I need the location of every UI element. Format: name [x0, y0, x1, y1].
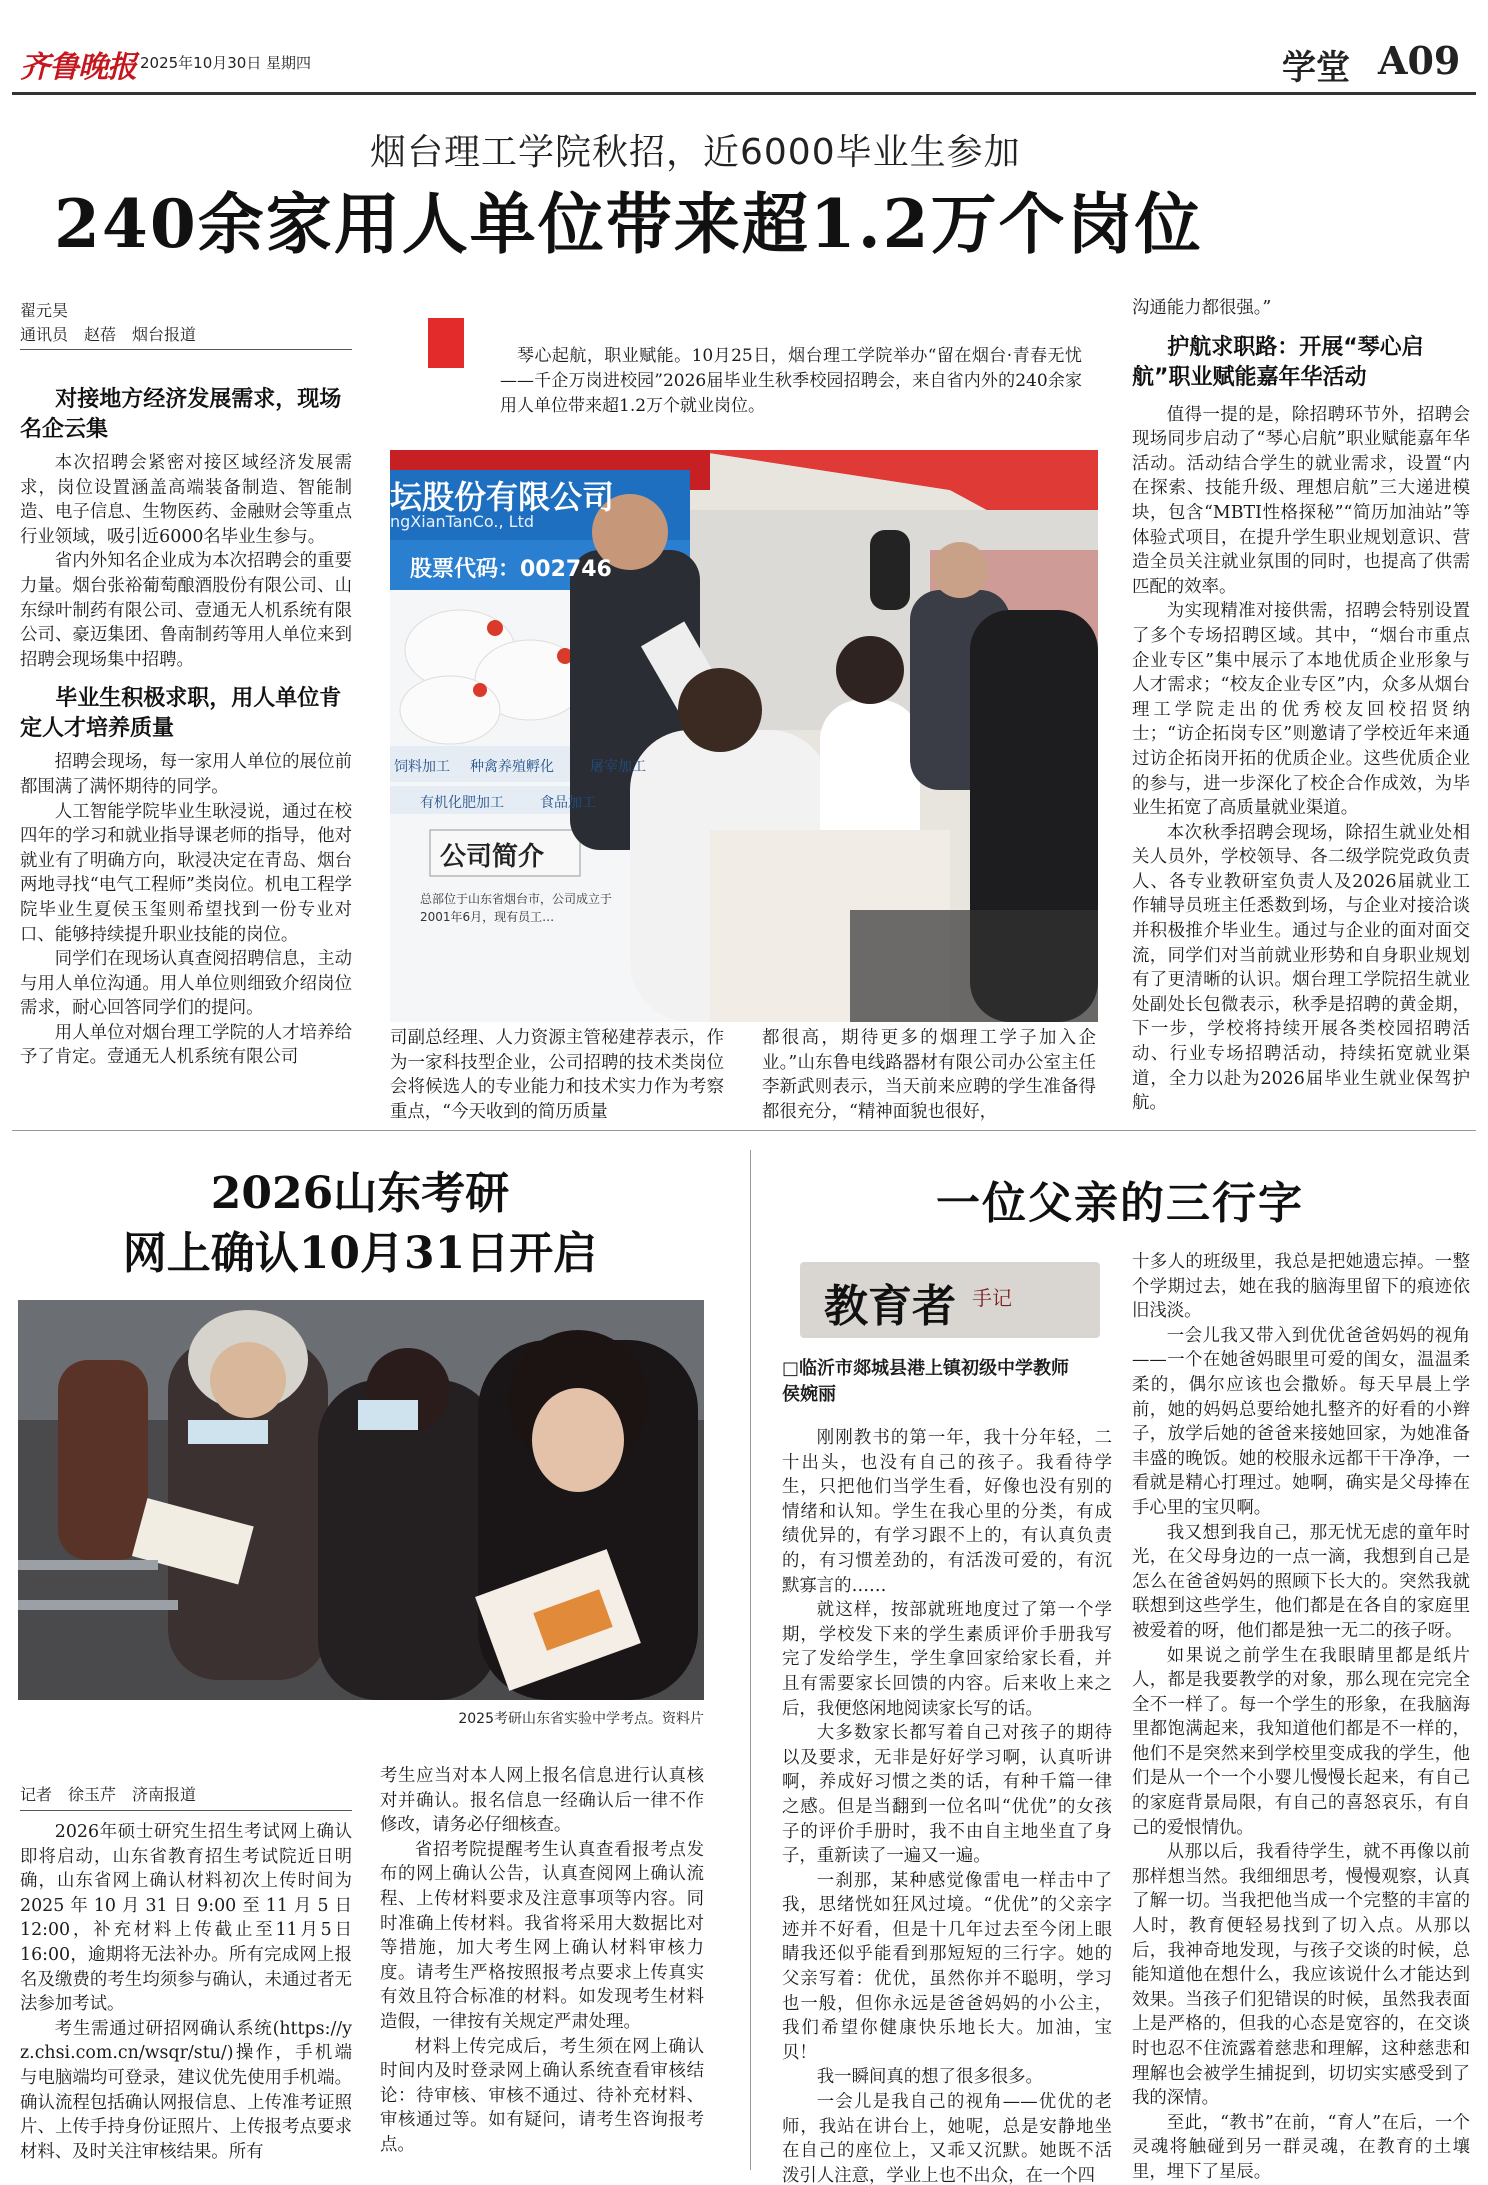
sign-company-name: 坛股份有限公司	[390, 478, 615, 516]
kaoyan-column-2	[380, 1764, 704, 2158]
kaoyan-headline-2: 网上确认10月31日开启	[122, 1228, 598, 1279]
sign-tag: 屠宰加工	[590, 759, 646, 775]
column-badge-sub: 手记	[972, 1286, 1012, 1310]
masthead-rule	[12, 92, 1476, 95]
sign-intro-text: 总部位于山东省烟台市，公司成立于2001年6月，现有员工…	[420, 892, 613, 924]
lead-column-2: 司副总经理、人力资源主管秘建荐表示，作为一家科技型企业，公司招聘的技术类岗位会将候选人的专业能力和技术实力作为考察重点，“今天收到的简历质量	[390, 1028, 724, 1122]
lead-paragraph: 同学们在现场认真查阅招聘信息，主动与用人单位沟通。用人单位则细致介绍岗位需求，耐心回答同学们的提问。	[20, 949, 352, 1019]
essay-paragraph: 十多人的班级里，我总是把她遗忘掉。一整个学期过去，她在我的脑海里留下的痕迹依旧浅淡。	[1132, 1252, 1470, 1322]
essay-author-line-1: □临沂市郯城县港上镇初级中学教师	[782, 1358, 1070, 1379]
lead-column-4	[1132, 296, 1470, 1116]
lead-paragraph: 本次招聘会紧密对接区域经济发展需求，岗位设置涵盖高端装备制造、智能制造、电子信息、生物医药、金融财会等重点行业领域，吸引近6000名毕业生参与。	[20, 453, 352, 547]
sign-tag: 饲料加工	[394, 759, 450, 775]
kaoyan-byline: 记者 徐玉芹 济南报道	[20, 1785, 197, 1804]
column-badge	[800, 1262, 1100, 1338]
lead-paragraph: 本次秋季招聘会现场，除招生就业处相关人员外，学校领导、各二级学院党政负责人、各专业教研室负责人及2026届就业工作辅导员班主任悉数到场，与企业对接洽谈并积极推介毕业生。通过与企业的面对面交流，同学们对当前就业形势和自身职业规划有了更清晰的认识。烟台理工学院招生就业处副处长包微表示，秋季是招聘的黄金期，下一步，学校将持续开展各类校园招聘活动、行业专场招聘活动，持续拓宽就业渠道，全力以赴为2026届毕业生就业保驾护航。	[1132, 822, 1470, 1114]
kaoyan-paragraph: 2026年硕士研究生招生考试网上确认即将启动，山东省教育招生考试院近日明确，山东省网上确认材料初次上传时间为2025年10月31日9:00至11月5日12:00，补充材料上传截止至11月5日16:00，逾期将无法补办。所有完成网上报名及缴费的考生均须参与确认，未通过者无法参加考试。	[20, 1822, 352, 2015]
lead-paragraph: 招聘会现场，每一家用人单位的展位前都围满了满怀期待的同学。	[20, 752, 352, 797]
sign-intro-title: 公司简介	[440, 842, 545, 872]
issue-weekday: 星期四	[266, 54, 312, 72]
essay-title: 一位父亲的三行字	[936, 1178, 1304, 1229]
caption-marker-icon	[428, 318, 464, 368]
kaoyan-paragraph: 省招考院提醒考生认真查看报考点发布的网上确认公告，认真查阅网上确认流程、上传材料要求及注意事项等内容。同时准确上传材料。我省将采用大数据比对等措施，加大考生网上确认材料审核力度。请考生严格按照报考点要求上传真实有效且符合标准的材料。如发现考生材料造假，一律按有关规定严肃处理。	[380, 1839, 704, 2032]
sign-stock-code: 股票代码：002746	[410, 557, 612, 582]
lead-column-1	[20, 385, 352, 1070]
lead-paragraph: 为实现精准对接供需，招聘会特别设置了多个专场招聘区域。其中，“烟台市重点企业专区”集中展示了本地优质企业形象与人才需求；“校友企业专区”内，众多从烟台理工学院走出的优秀校友回校招贤纳士；“访企拓岗专区”则邀请了学校近年来通过访企拓岗开拓的优质企业。这些优质企业的参与，进一步深化了校企合作成效，为毕业生拓宽了高质量就业渠道。	[1132, 601, 1470, 819]
exam-students-photo-art	[18, 1300, 704, 1700]
column-badge-main: 教育者	[824, 1281, 956, 1332]
lead-paragraph: 人工智能学院毕业生耿浸说，通过在校四年的学习和就业指导课老师的指导，他对就业有了明确方向，耿浸决定在青岛、烟台两地寻找“电气工程师”类岗位。机电工程学院毕业生夏侯玉玺则希望找到一份专业对口、能够持续提升职业技能的岗位。	[20, 801, 352, 945]
lead-headline: 240余家用人单位带来超1.2万个岗位	[54, 185, 1203, 263]
kaoyan-paragraph: 材料上传完成后，考生须在网上确认时间内及时登录网上确认系统查看审核结论：待审核、审核不通过、待补充材料、审核通过等。如有疑问，请考生咨询报考点。	[380, 2036, 704, 2155]
essay-column-a	[782, 1426, 1112, 2185]
lead-paragraph: 用人单位对烟台理工学院的人才培养给予了肯定。壹通无人机系统有限公司	[20, 1022, 352, 1068]
essay-paragraph: 从那以后，我看待学生，就不再像以前那样想当然。我细细思考，慢慢观察，认真了解一切。当我把他当成一个完整的丰富的人时，教育便轻易找到了切入点。从那以后，我神奇地发现，与孩子交谈的时候，总能知道他在想什么，我应该说什么才能达到效果。当孩子们犯错误的时候，虽然我表面上是严格的，但我的心态是宽容的，在交谈时也忍不住流露着慈悲和理解，这种慈悲和理解也会被学生捕捉到，切切实实感受到了我的深情。	[1132, 1842, 1470, 2109]
essay-paragraph: 至此，“教书”在前，“育人”在后，一个灵魂将触碰到另一群灵魂，在教育的土壤里，埋下了星辰。	[1132, 2112, 1470, 2182]
essay-author	[782, 1356, 1112, 1408]
essay-paragraph: 一会儿我又带入到优优爸爸妈妈的视角——一个在她爸妈眼里可爱的闺女，温温柔柔的，偶尔应该也会撒娇。每天早晨上学前，她的妈妈总要给她扎整齐的好看的小辫子，放学后她的爸爸来接她回家，为她准备丰盛的晚饭。她的校服永远都干干净净，一看就是精心打理过。她啊，确实是父母捧在手心里的宝贝啊。	[1132, 1325, 1470, 1518]
byline-rule	[20, 349, 352, 350]
sign-tag: 有机化肥加工	[420, 795, 504, 811]
lead-subhead-1: 对接地方经济发展需求，现场名企云集	[20, 387, 342, 442]
essay-paragraph: 一刹那，某种感觉像雷电一样击中了我，思绪恍如狂风过境。“优优”的父亲字迹并不好看，但是十几年过去至今闭上眼睛我还似乎能看到那短短的三行字。她的父亲写着：优优，虽然你并不聪明，学习也一般，但你永远是爸爸妈妈的小公主，我们希望你健康快乐地长大。加油，宝贝！	[782, 1870, 1112, 2063]
kaoyan-photo-caption: 2025考研山东省实验中学考点。资料片	[458, 1711, 704, 1727]
lead-author: 翟元昊	[20, 301, 69, 320]
lead-paragraph: 省内外知名企业成为本次招聘会的重要力量。烟台张裕葡萄酿酒股份有限公司、山东绿叶制药有限公司、壹通无人机系统有限公司、豪迈集团、鲁南制药等用人单位来到招聘会现场集中招聘。	[20, 551, 352, 670]
lead-column-4-top: 沟通能力都很强。”	[1132, 298, 1272, 318]
kaoyan-column-1	[20, 1820, 352, 2164]
essay-paragraph: 如果说之前学生在我眼睛里都是纸片人，都是我要教学的对象，那么现在完完全全不一样了。每一个学生的形象，在我脑海里都饱满起来，我知道他们都是不一样的，他们不是突然来到学校里变成我的学生，他们是从一个一个小婴儿慢慢长起来，有自己的家庭背景局限，有自己的喜怒哀乐，有自己的爱恨情仇。	[1132, 1645, 1470, 1838]
essay-paragraph: 大多数家长都写着自己对孩子的期待以及要求，无非是好好学习啊，认真听讲啊，养成好习惯之类的话，有种千篇一律之感。但是当翻到一位名叫“优优”的女孩子的评价手册时，我不由自主地坐直了身子，重新读了一遍又一遍。	[782, 1723, 1112, 1867]
lead-subhead-2: 毕业生积极求职，用人单位肯定人才培养质量	[20, 686, 342, 742]
section-divider	[12, 1130, 1476, 1131]
kaoyan-paragraph: 考生需通过研招网确认系统(https://yz.chsi.com.cn/wsqr/stu/)操作，手机端与电脑端均可登录，建议优先使用手机端。确认流程包括确认网报信息、上传准考证照片、上传手持身份证照片、上传报考点要求材料、及时关注审核结果。所有	[20, 2018, 352, 2162]
lead-kicker: 烟台理工学院秋招，近6000毕业生参加	[370, 132, 1021, 173]
page-number: A09	[1378, 38, 1461, 83]
job-fair-photo	[390, 450, 1098, 1022]
job-fair-photo-art	[390, 450, 1098, 1022]
kaoyan-byline-rule	[20, 1810, 352, 1811]
masthead	[0, 0, 1488, 100]
column-divider	[750, 1150, 751, 2170]
sign-company-en: ngXianTanCo., Ltd	[390, 512, 534, 531]
sign-tag: 食品加工	[540, 795, 596, 811]
lead-photo-caption: 琴心起航，职业赋能。10月25日，烟台理工学院举办“留在烟台·青春无忧——千企万岗进校园”2026届毕业生秋季校园招聘会，来自省内外的240余家用人单位带来超1.2万个就业岗位。	[500, 346, 1082, 416]
exam-students-photo	[18, 1300, 704, 1700]
section-name: 学堂	[1282, 48, 1350, 88]
lead-column-3: 都很高，期待更多的烟理工学子加入企业。”山东鲁电线路器材有限公司办公室主任李新武则表示，当天前来应聘的学生准备得都很充分，“精神面貌也很好，	[762, 1028, 1096, 1122]
essay-paragraph: 就这样，按部就班地度过了第一个学期，学校发下来的学生素质评价手册我写完了发给学生，学生拿回家给家长看，并且有需要家长回馈的内容。后来收上来之后，我便悠闲地阅读家长写的话。	[782, 1600, 1112, 1719]
newspaper-logo: 齐鲁晚报	[20, 50, 136, 85]
essay-paragraph: 我又想到我自己，那无忧无虑的童年时光，在父母身边的一点一滴，我想到自己是怎么在爸爸妈妈的照顾下长大的。突然我就联想到这些学生，他们都是在各自的家庭里被爱着的呀，他们都是独一无二的孩子呀。	[1132, 1522, 1470, 1641]
essay-paragraph: 刚刚教书的第一年，我十分年轻，二十出头，也没有自己的孩子。我看待学生，只把他们当学生看，好像也没有别的情绪和认知。学生在我心里的分类，有成绩优异的，有学习跟不上的，有认真负责的，有习惯差劲的，有活泼可爱的，有沉默寡言的……	[782, 1428, 1112, 1596]
lead-subhead-3: 护航求职路：开展“琴心启航”职业赋能嘉年华活动	[1132, 334, 1424, 390]
kaoyan-paragraph: 考生应当对本人网上报名信息进行认真核对并确认。报名信息一经确认后一律不作修改，请务必仔细核查。	[380, 1766, 704, 1836]
issue-date: 2025年10月30日	[140, 54, 262, 72]
kaoyan-headline-1: 2026山东考研	[210, 1168, 510, 1219]
essay-paragraph: 我一瞬间真的想了很多很多。	[816, 2067, 1043, 2088]
sign-tag: 种禽养殖孵化	[470, 759, 554, 775]
lead-paragraph: 值得一提的是，除招聘环节外，招聘会现场同步启动了“琴心启航”职业赋能嘉年华活动。活动结合学生的就业需求，设置“内在探索、技能升级、理想启航”三大递进模块，包含“MBTI性格探秘”“简历加油站”等体验式项目，在提升学生职业规划意识、营造全员关注就业氛围的同时，也提高了供需匹配的效率。	[1132, 404, 1470, 597]
essay-paragraph: 一会儿是我自己的视角——优优的老师，我站在讲台上，她呢，总是安静地坐在自己的座位上，又乖又沉默。她既不活泼引人注意，学业上也不出众，在一个四	[782, 2092, 1112, 2185]
essay-column-b	[1132, 1250, 1470, 2185]
lead-byline: 通讯员 赵蓓 烟台报道	[20, 325, 197, 344]
essay-author-line-2: 侯婉丽	[782, 1384, 836, 1405]
